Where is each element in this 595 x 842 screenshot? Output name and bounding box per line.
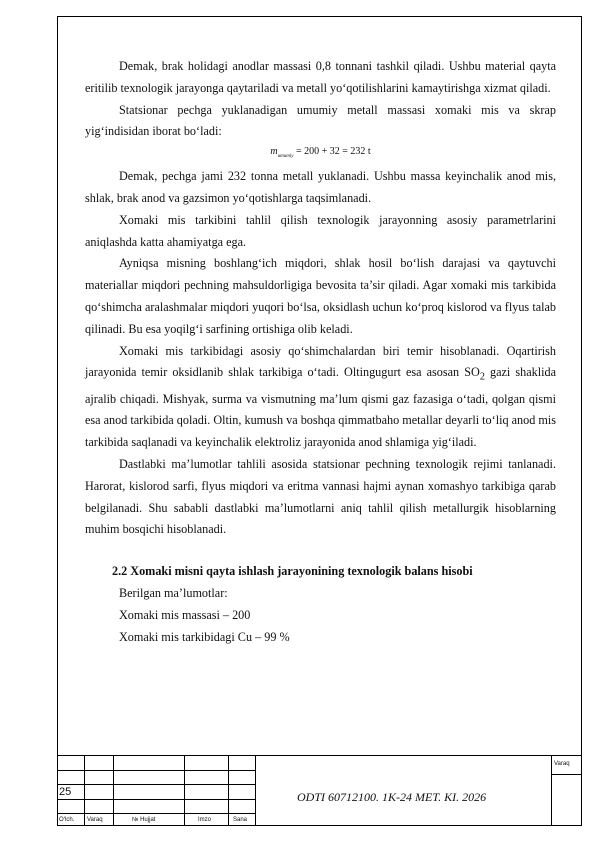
paragraph-4: Xomaki mis tarkibini tahlil qilish texnologik jarayonning asosiy parametrlarini aniqlashda katta ahamiyatga ega. (85, 212, 556, 249)
paragraph-5: Ayniqsa misning boshlang‘ich miqdori, shlak hosil bo‘lish darajasi va qaytuvchi materiallar miqdori pechning mahsuldorligiga bevosita ta’sir qiladi. Agar xomaki mis tarkibida qo‘shimcha aralashmalar miqdori yuqori bo‘lsa, oksidlash uchun ko‘proq kislorod va flyus talab qilinadi. Bu esa yoqilg‘i sarfining ortishiga olib keladi. (85, 256, 556, 336)
col-olch: O‘lch. (59, 817, 75, 823)
paragraph-2: Statsionar pechga yuklanadigan umumiy metall massasi xomaki mis va skrap yig‘indisidan iborat bo‘ladi: (85, 102, 556, 139)
given-line-2: Xomaki mis tarkibidagi Cu – 99 % (119, 629, 290, 644)
document-body (85, 56, 556, 648)
page-number: 25 (59, 786, 72, 798)
given-intro: Berilgan ma’lumotlar: (119, 585, 228, 600)
col-imzo: Imzo (198, 817, 212, 823)
formula-rhs: = 200 + 32 = 232 t (295, 146, 371, 158)
paragraph-3: Demak, pechga jami 232 tonna metall yuklanadi. Ushbu massa keyinchalik anod mis, shlak, brak anod va gazsimon yo‘qotishlarga taqsimlanadi. (85, 169, 556, 205)
col-hujjat: № Hujjat (132, 817, 156, 823)
title-block-stamp (57, 755, 582, 826)
col-varaq: Varaq (87, 817, 103, 823)
so2-subscript: 2 (479, 371, 485, 383)
paragraph-6-part-a: Xomaki mis tarkibidagi asosiy qo‘shimchalardan biri temir hisoblanadi. Oqartirish jarayonida temir oksidlanib shlak tarkibiga o‘tadi. Oltingugurt esa asosan SO (85, 343, 556, 380)
given-line-1: Xomaki mis massasi – 200 (119, 607, 251, 622)
paragraph-6-part-b: gazi shaklida ajralib chiqadi. Mishyak, surma va vismutning ma’lum qismi gaz fazasiga o‘tadi, qolgan qismi esa anod tarkibida qoladi. Oltin, kumush va boshqa qimmatbaho metallar deyarli to‘liq anod mis tarkibida saqlanadi va keyinchalik elektroliz jarayonida anod shlamiga yig‘iladi. (85, 365, 556, 450)
paragraph-7: Dastlabki ma’lumotlar tahlili asosida statsionar pechning texnologik rejimi tanlanadi. Harorat, kislorod sarfi, flyus miqdori va eritma vannasi hajmi aynan xomashyo tarkibiga qarab belgilanadi. Shu sababli dastlabki ma’lumotlarni aniq tahlil qilish metallurgik hisoblarning muhim bosqichi hisoblanadi. (85, 456, 556, 537)
paragraph-1: Demak, brak holidagi anodlar massasi 0,8 tonnani tashkil qiladi. Ushbu material qayta eritilib texnologik jarayonga qaytariladi va metall yo‘qotilishlarini kamaytirishga xizmat qiladi. (85, 59, 556, 95)
formula-subscript: umumiy (277, 154, 294, 160)
varaq-label-right: Varaq (554, 761, 570, 767)
formula-total-mass (85, 145, 556, 164)
document-code: ODTI 60712100. 1K-24 MET. KI. 2026 (297, 790, 487, 804)
paragraph-6 (85, 341, 556, 454)
section-heading: 2.2 Xomaki misni qayta ishlash jarayonining texnologik balans hisobi (112, 564, 473, 579)
formula-lhs: m (270, 146, 278, 158)
col-sana: Sana (233, 817, 248, 823)
